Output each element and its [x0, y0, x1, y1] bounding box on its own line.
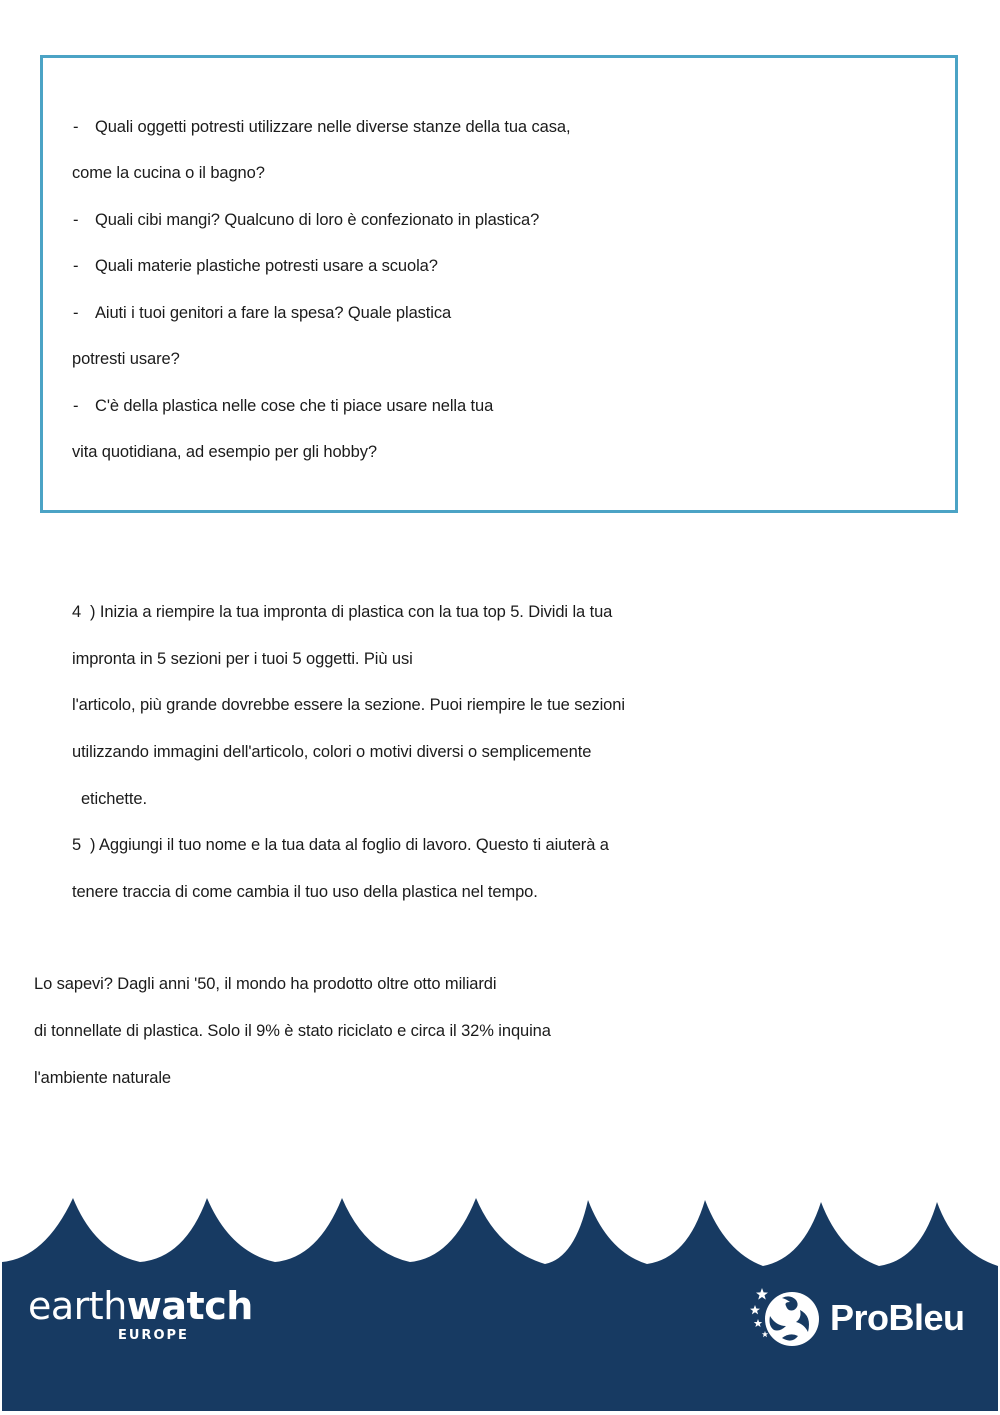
- bullet-dash: -: [73, 397, 79, 415]
- probleu-wordmark: ProBleu: [830, 1297, 965, 1338]
- earthwatch-europe-logo: [28, 1284, 253, 1343]
- question-continuation: come la cucina o il bagno?: [72, 164, 265, 182]
- bullet-dash: -: [73, 257, 79, 275]
- question-continuation: potresti usare?: [72, 350, 180, 368]
- question-item: [73, 303, 873, 323]
- question-continuation: vita quotidiana, ad esempio per gli hobby?: [72, 443, 377, 461]
- question-text: C'è della plastica nelle cose che ti piace usare nella tua: [95, 397, 494, 415]
- instruction-text: etichette.: [72, 790, 147, 808]
- question-text: Aiuti i tuoi genitori a fare la spesa? Quale plastica: [95, 304, 452, 322]
- question-text: Quali materie plastiche potresti usare a scuola?: [95, 257, 438, 275]
- question-text: Quali cibi mangi? Qualcuno di loro è confezionato in plastica?: [95, 211, 540, 229]
- fact-text: di tonnellate di plastica. Solo il 9% è stato riciclato e circa il 32% inquina: [34, 1022, 551, 1040]
- question-item: [73, 210, 873, 230]
- fact-text: Lo sapevi? Dagli anni '50, il mondo ha prodotto oltre otto miliardi: [34, 975, 497, 993]
- instruction-step-5: 5 ) Aggiungi il tuo nome e la tua data al foglio di lavoro. Questo ti aiuterà a: [72, 836, 609, 854]
- instruction-text: utilizzando immagini dell'articolo, colori o motivi diversi o semplicemente: [72, 743, 592, 761]
- bullet-dash: -: [73, 118, 79, 136]
- question-item: [73, 256, 873, 276]
- logo-watch: watch: [126, 1284, 253, 1328]
- question-item: [73, 117, 873, 137]
- probleu-logo: [746, 1286, 976, 1352]
- fact-text: l'ambiente naturale: [34, 1069, 172, 1087]
- question-item: [73, 396, 873, 416]
- instruction-step-4: 4 ) Inizia a riempire la tua impronta di plastica con la tua top 5. Dividi la tua: [72, 603, 613, 621]
- bullet-dash: -: [73, 211, 79, 229]
- instruction-text: l'articolo, più grande dovrebbe essere la sezione. Puoi riempire le tue sezioni: [72, 696, 625, 714]
- probleu-globe-stars-icon: [746, 1286, 826, 1352]
- bullet-dash: -: [73, 304, 79, 322]
- question-text: Quali oggetti potresti utilizzare nelle diverse stanze della tua casa,: [95, 118, 571, 136]
- logo-europe: EUROPE: [118, 1328, 189, 1343]
- instruction-text: tenere traccia di come cambia il tuo uso della plastica nel tempo.: [72, 883, 538, 901]
- logo-earth: earth: [28, 1284, 127, 1328]
- instruction-text: impronta in 5 sezioni per i tuoi 5 oggetti. Più usi: [72, 650, 413, 668]
